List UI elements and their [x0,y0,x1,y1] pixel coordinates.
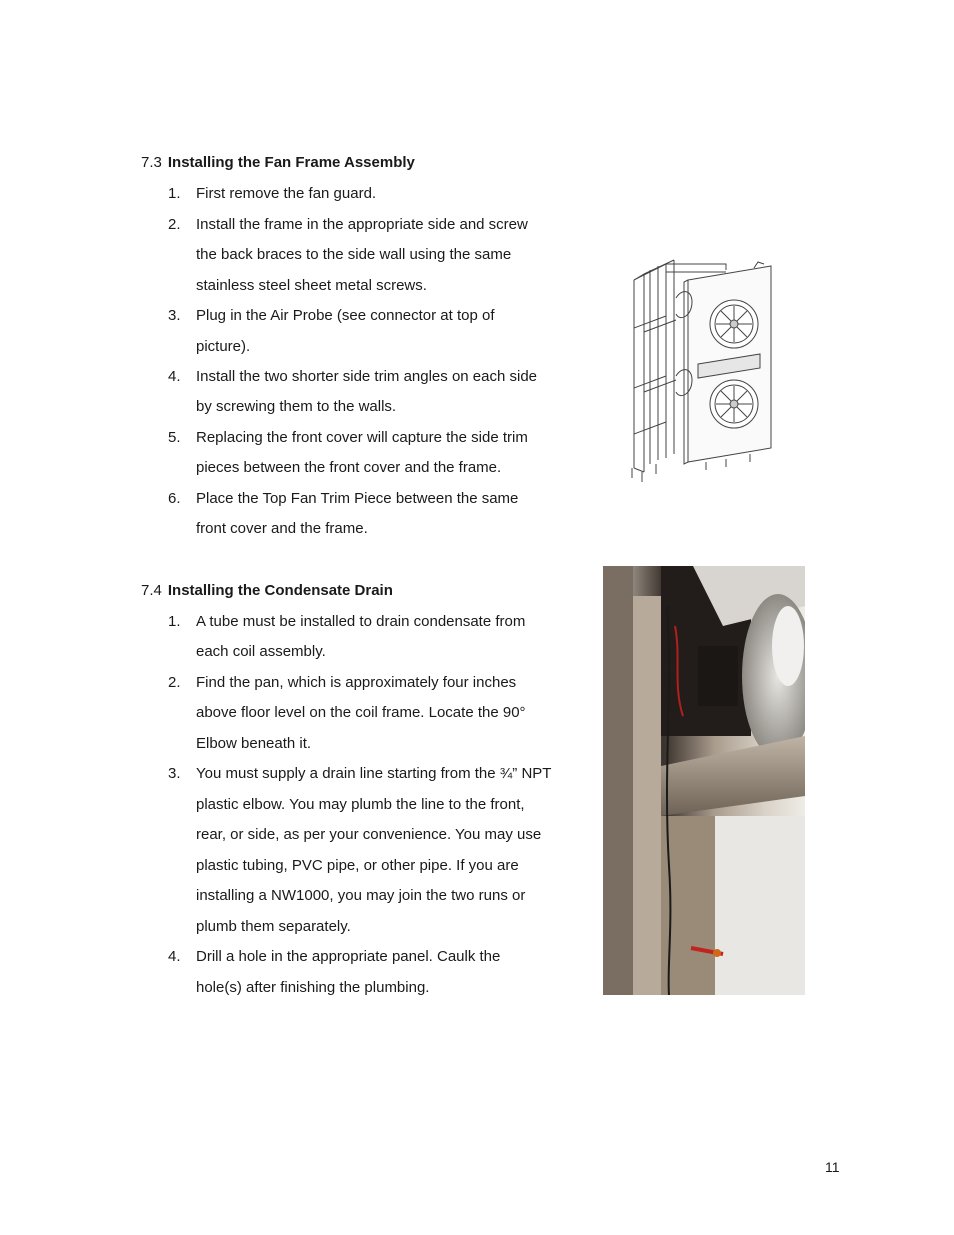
list-item-line: First remove the fan guard. [196,185,377,202]
list-item-line: plastic elbow. You may plumb the line to the front, [196,796,525,813]
list-item-line: Drill a hole in the appropriate panel. Caulk the [196,948,501,965]
page-number: 11 [825,1159,840,1175]
list-item-line: Replacing the front cover will capture the side trim [196,429,528,446]
list-item-number: 6. [168,490,181,507]
section-number: 7.4 [141,582,162,599]
list-item-line: by screwing them to the walls. [196,398,397,415]
list-item-line: Install the frame in the appropriate side and screw [196,216,528,233]
list-item-line: hole(s) after finishing the plumbing. [196,979,430,996]
section-heading-7-4 [141,581,393,601]
list-item-line: stainless steel sheet metal screws. [196,277,427,294]
list-item-line: A tube must be installed to drain condensate from [196,613,526,630]
list-item-line: Plug in the Air Probe (see connector at top of [196,307,495,324]
list-item-line: the back braces to the side wall using the same [196,246,512,263]
list-item-number: 4. [168,948,181,965]
section-number: 7.3 [141,154,162,171]
list-item-number: 3. [168,765,181,782]
list-item-number: 2. [168,216,181,233]
section-title: Installing the Condensate Drain [167,582,393,599]
list-item-line: Find the pan, which is approximately four inches [196,674,517,691]
list-item-line: pieces between the front cover and the frame. [196,459,502,476]
list-item-line: Place the Top Fan Trim Piece between the same [196,490,519,507]
list-item-number: 4. [168,368,181,385]
list-item-number: 2. [168,674,181,691]
fan-frame-assembly-drawing [626,258,778,486]
list-item-number: 1. [168,185,181,202]
list-item-number: 5. [168,429,181,446]
list-item-line: above floor level on the coil frame. Locate the 90° [196,704,526,721]
section-heading-7-3 [141,153,415,173]
list-item-line: plastic tubing, PVC pipe, or other pipe. If you are [196,857,519,874]
list-item-line: You must supply a drain line starting from the ¾” NPT [196,765,552,782]
list-item-line: installing a NW1000, you may join the two runs or [196,887,526,904]
section-title: Installing the Fan Frame Assembly [167,154,415,171]
list-item-line: each coil assembly. [196,643,326,660]
list-item-number: 3. [168,307,181,324]
list-item-line: Elbow beneath it. [196,735,312,752]
condensate-drain-photo [603,566,805,995]
list-item-line: plumb them separately. [196,918,351,935]
list-item-line: front cover and the frame. [196,520,368,537]
list-item-line: Install the two shorter side trim angles on each side [196,368,538,385]
list-item-number: 1. [168,613,181,630]
list-item-line: rear, or side, as per your convenience. You may use [196,826,542,843]
list-item-line: picture). [196,338,251,355]
